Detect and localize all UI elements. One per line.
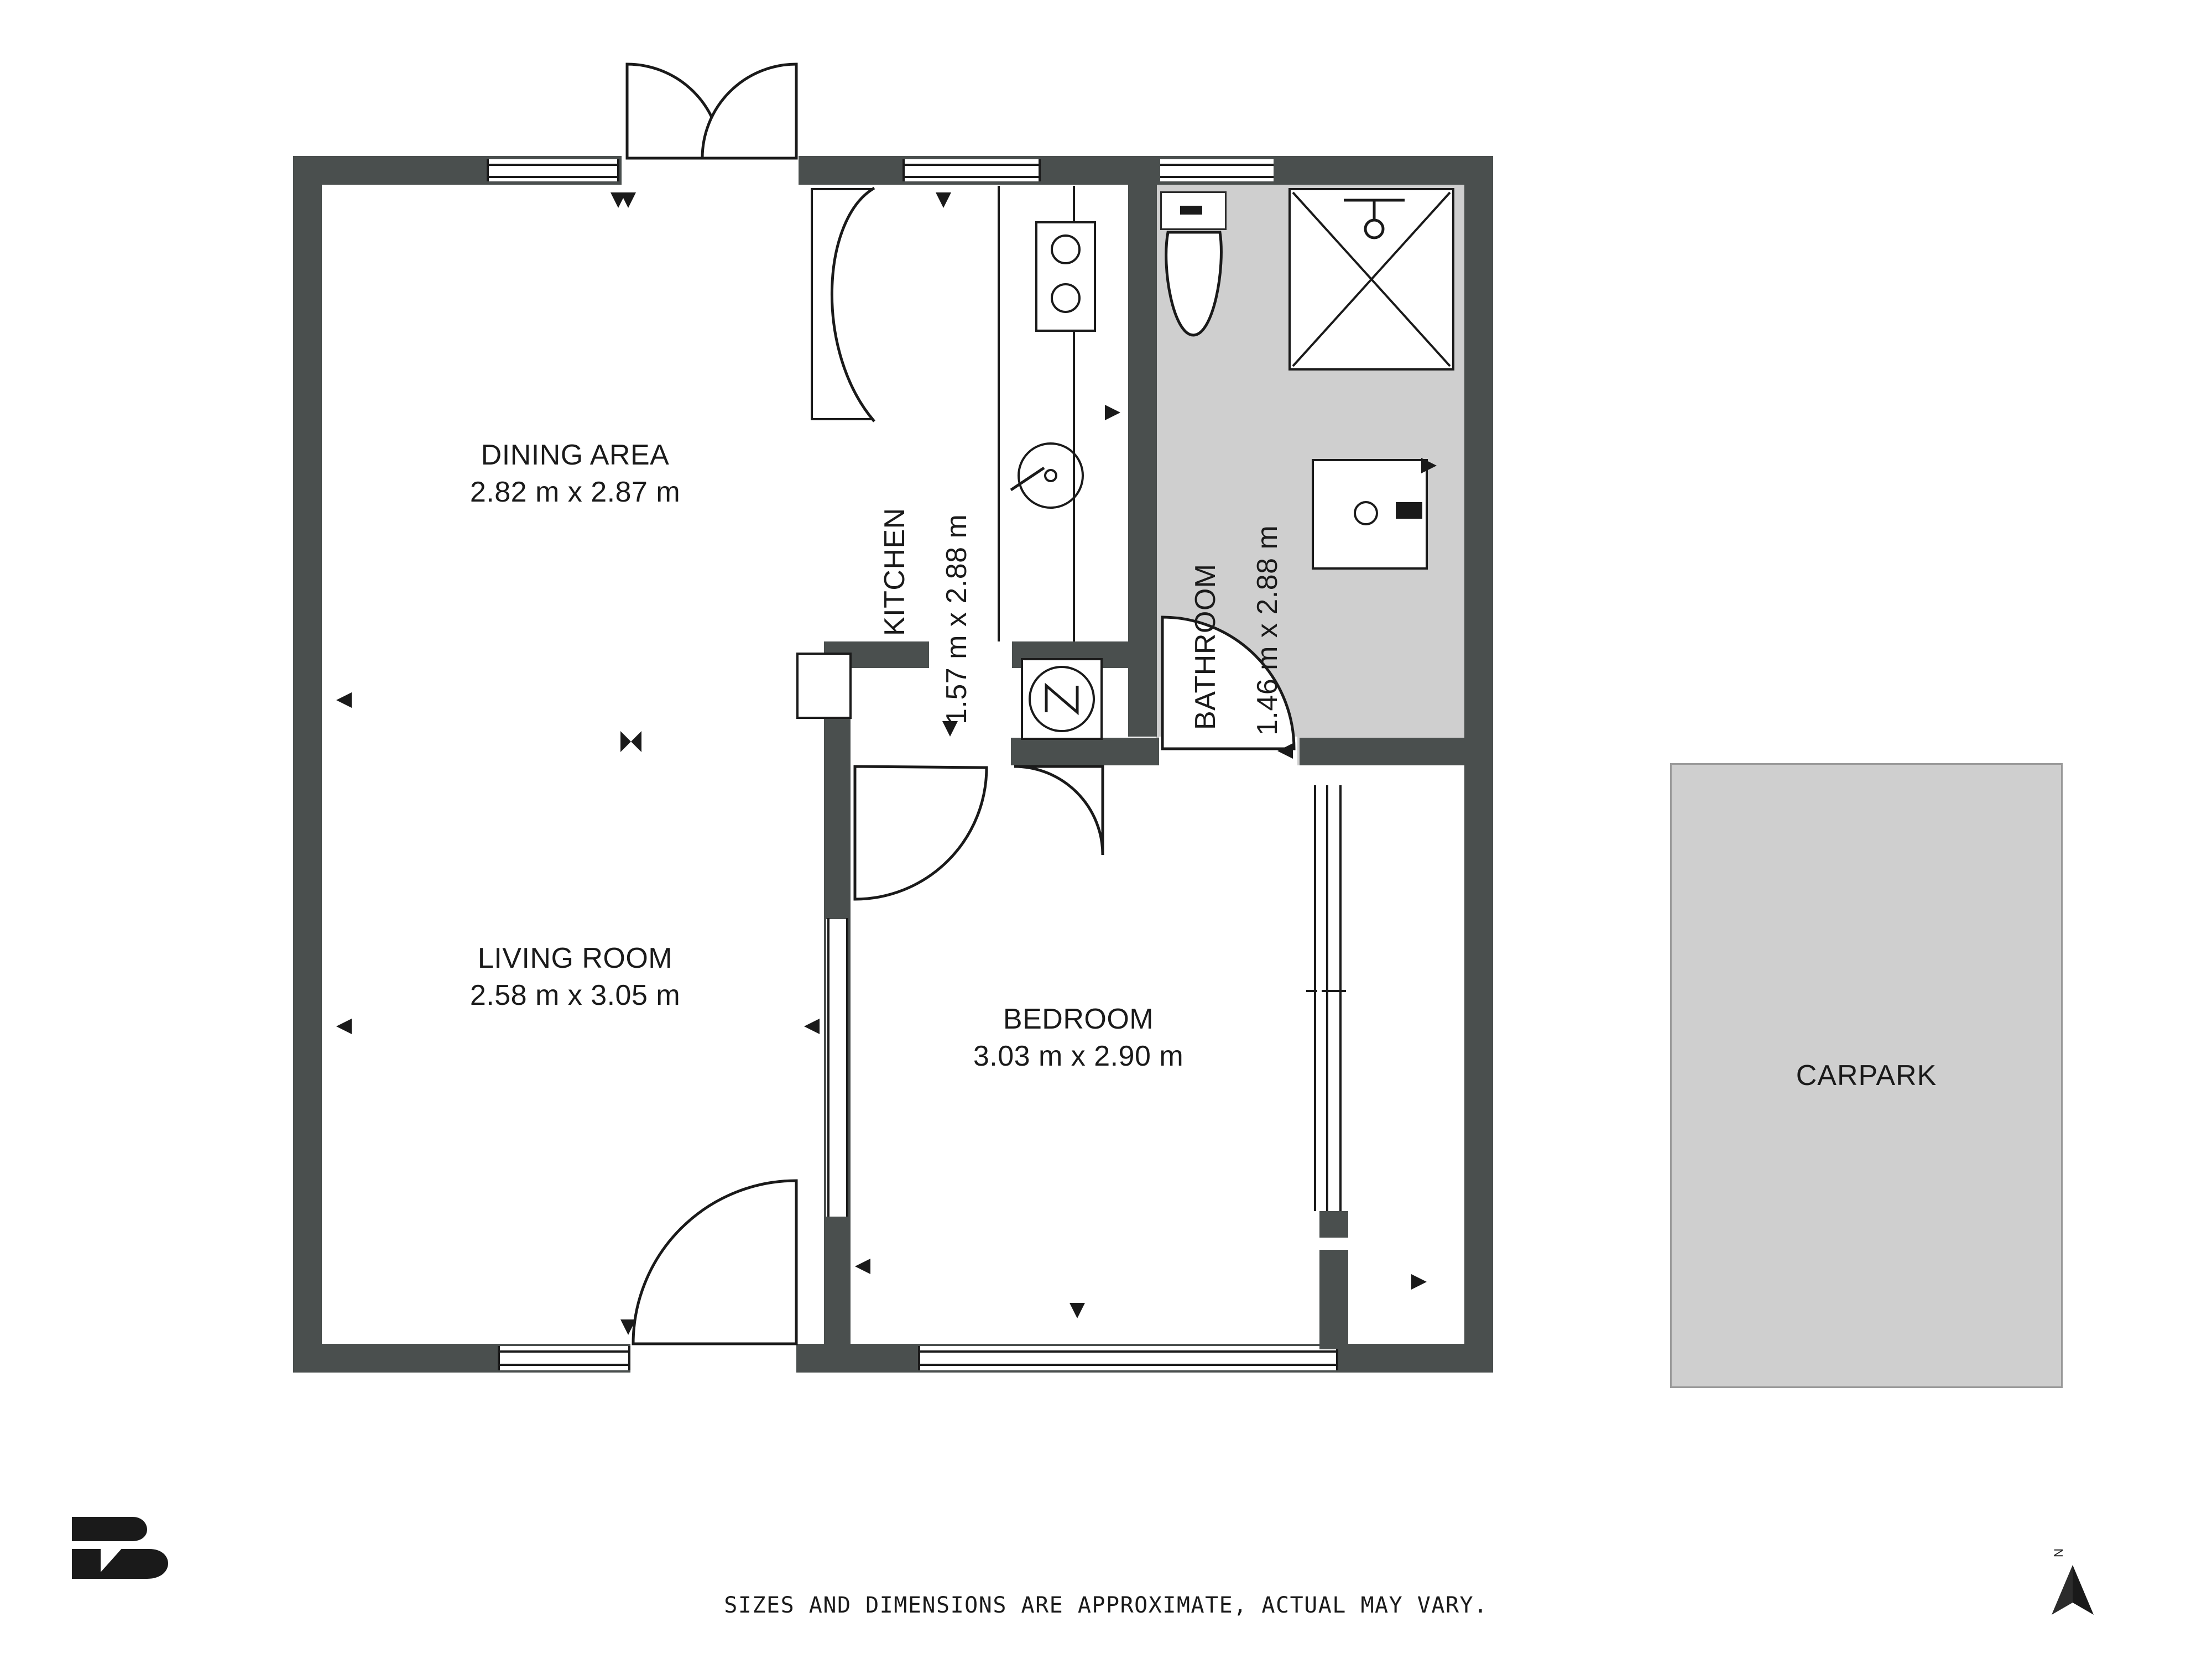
hob-burner-1 xyxy=(1051,234,1081,264)
washing-machine-symbol xyxy=(1042,679,1082,719)
view-marker-bedroom-right xyxy=(1409,1272,1429,1292)
bathroom-dimensions: 1.46 m x 2.88 m xyxy=(1251,525,1284,735)
bedroom-wardrobe-tick xyxy=(1306,990,1317,992)
window-living-bottom-line-a xyxy=(498,1350,630,1353)
living-room-name: LIVING ROOM xyxy=(477,942,673,974)
window-living-bottom-line-b xyxy=(498,1364,630,1366)
brand-logo xyxy=(66,1507,182,1584)
window-bathroom-top xyxy=(1160,159,1274,181)
window-dining-top-line-a xyxy=(487,164,619,166)
bathroom-shower-head xyxy=(1338,195,1410,244)
kitchen-base-unit xyxy=(796,653,852,719)
wall-stub-bedroom-right-bottom xyxy=(1319,1211,1348,1238)
door-swing-hall xyxy=(1012,764,1106,858)
bathroom-name: BATHROOM xyxy=(1190,564,1222,730)
door-swing-bedroom xyxy=(852,764,990,902)
window-bedroom-right-line-a xyxy=(1326,785,1328,1211)
kitchen-sink-tap xyxy=(1011,466,1055,493)
room-label-living-room xyxy=(282,940,868,1014)
window-dining-top-cap-l xyxy=(487,159,489,181)
window-kitchen-top-line-b xyxy=(902,176,1041,178)
bedroom-name: BEDROOM xyxy=(1003,1003,1154,1035)
bathroom-toilet-flush xyxy=(1180,206,1202,215)
dining-area-dimensions: 2.82 m x 2.87 m xyxy=(469,476,681,508)
window-bedroom-bottom xyxy=(918,1346,1338,1370)
door-swing-entry-right xyxy=(700,61,800,160)
living-room-dimensions: 2.58 m x 3.05 m xyxy=(469,979,681,1011)
view-marker-kitchen-top xyxy=(933,190,953,210)
interior-wall-bathroom-left xyxy=(1128,156,1157,737)
door-swing-living-bottom xyxy=(630,1178,799,1347)
door-opening-bedroom xyxy=(851,738,1011,765)
window-kitchen-top-cap-r xyxy=(1039,159,1041,181)
bathroom-toilet-bowl xyxy=(1160,230,1228,341)
room-label-dining-area xyxy=(282,437,868,510)
window-bedroom-right-mid xyxy=(1322,990,1346,992)
window-kitchen-top xyxy=(902,159,1041,181)
exterior-wall-left xyxy=(293,156,322,1373)
view-marker-living-right xyxy=(802,1016,822,1036)
wall-stub-living-b xyxy=(824,1217,851,1229)
window-bedroom-right-line-b xyxy=(1339,785,1342,1211)
hob-burner-2 xyxy=(1051,283,1081,313)
view-marker-dining-door xyxy=(618,190,638,210)
view-marker-center xyxy=(618,729,644,754)
bedroom-wardrobe-line xyxy=(1314,785,1316,1211)
kitchen-dimensions: 1.57 m x 2.88 m xyxy=(941,514,973,724)
window-living-bottom xyxy=(498,1346,630,1370)
bathroom-basin-tap xyxy=(1396,502,1422,519)
interior-wall-bedroom-top-right xyxy=(1300,738,1465,765)
exterior-wall-right xyxy=(1464,156,1493,1373)
view-marker-bedroom-bottom xyxy=(1067,1301,1087,1321)
view-marker-living-bottom xyxy=(618,1317,638,1337)
window-bedroom-bottom-line-b xyxy=(918,1364,1338,1366)
kitchen-counter-line-2 xyxy=(998,186,1000,641)
disclaimer-text: SIZES AND DIMENSIONS ARE APPROXIMATE, ACTUAL MAY VARY. xyxy=(724,1593,1488,1618)
window-living-bottom-cap-l xyxy=(498,1346,500,1370)
window-bathroom-top-line-a xyxy=(1160,164,1274,166)
window-bedroom-right xyxy=(1322,785,1346,1211)
view-marker-bathroom-basin xyxy=(1419,456,1439,476)
exterior-wall-top xyxy=(293,156,1493,185)
view-marker-bathroom-door xyxy=(1275,741,1295,761)
window-dining-top-line-b xyxy=(487,176,619,178)
svg-text:N: N xyxy=(2052,1548,2065,1557)
window-kitchen-top-line-a xyxy=(902,164,1041,166)
carpark-label: CARPARK xyxy=(1796,1060,1937,1092)
dining-area-name: DINING AREA xyxy=(481,439,670,471)
door-opening-living-bottom xyxy=(630,1344,796,1373)
window-bedroom-bottom-cap-l xyxy=(918,1346,920,1370)
room-label-bedroom xyxy=(830,1001,1327,1074)
window-bedroom-bottom-line-a xyxy=(918,1350,1338,1353)
kitchen-name: KITCHEN xyxy=(879,508,911,636)
wall-stub-living-a xyxy=(824,907,851,919)
window-dining-top xyxy=(487,159,619,181)
wall-stub-bedroom-right-bottom2 xyxy=(1319,1250,1348,1349)
window-dining-top-cap-r xyxy=(617,159,619,181)
view-marker-kitchen-sink xyxy=(1103,403,1123,422)
window-bathroom-top-line-b xyxy=(1160,176,1274,178)
view-marker-left-upper xyxy=(334,690,354,710)
carpark-area xyxy=(1670,763,2063,1388)
view-marker-bedroom-left xyxy=(853,1256,873,1276)
bathroom-basin-drain xyxy=(1354,501,1378,525)
window-bedroom-bottom-cap-r xyxy=(1336,1346,1338,1370)
kitchen-tall-unit-curve xyxy=(805,186,877,424)
view-marker-left-lower xyxy=(334,1016,354,1036)
bedroom-dimensions: 3.03 m x 2.90 m xyxy=(973,1040,1184,1072)
window-kitchen-top-cap-l xyxy=(902,159,905,181)
